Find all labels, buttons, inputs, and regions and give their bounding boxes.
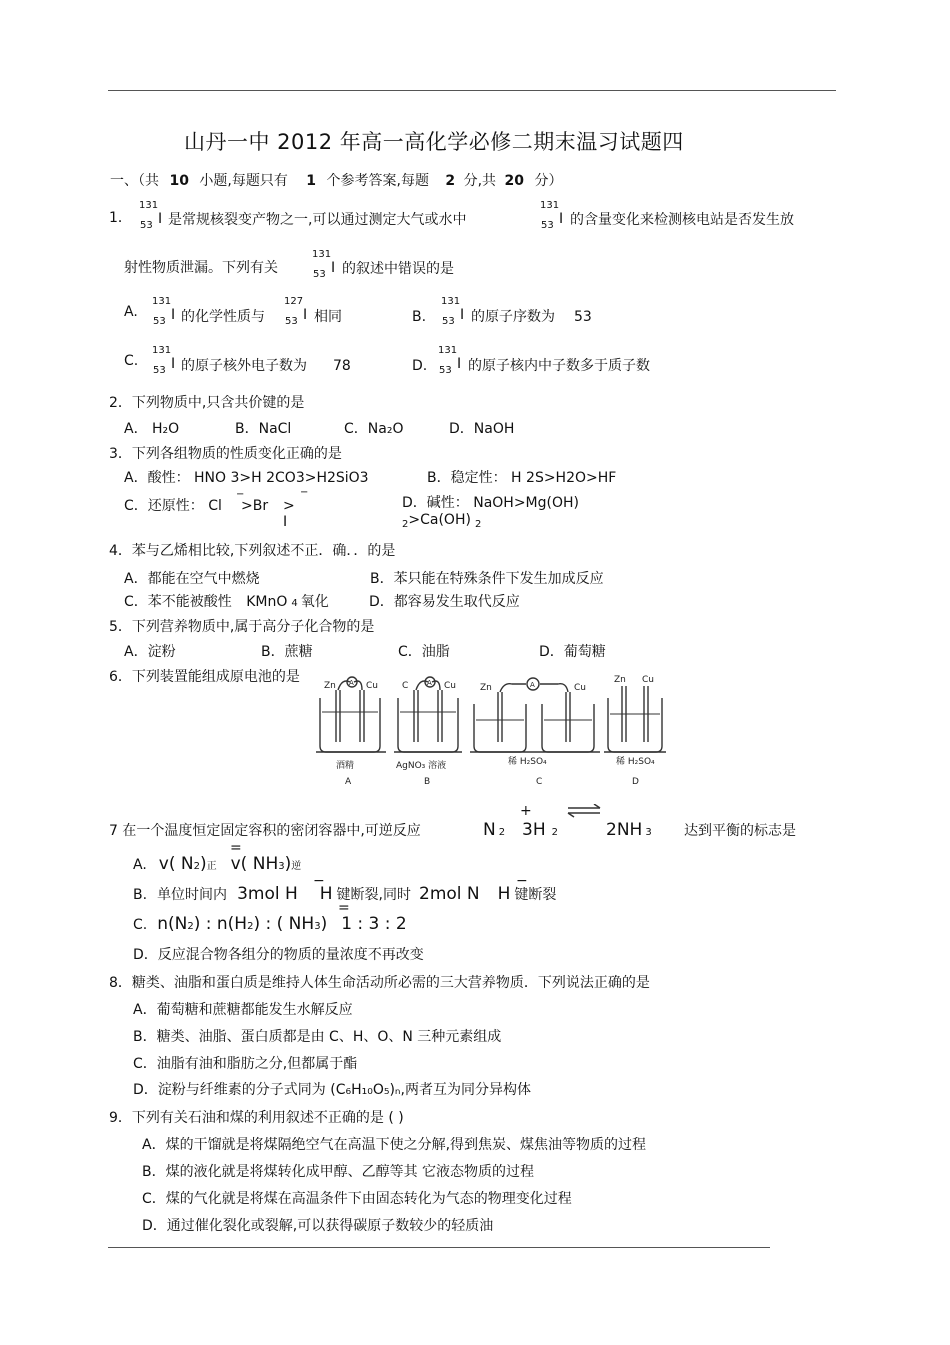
q8-option-a: A．葡萄糖和蔗糖都能发生水解反应 [133, 1002, 353, 1018]
q1-text-1: 是常规核裂变产物之一,可以通过测定大气或水中 [168, 212, 467, 228]
fig-c-electrode-2: Cu [574, 683, 586, 693]
fig-a-electrode-1: Zn [324, 681, 336, 691]
fig-c-solution: 稀 H₂SO₄ [508, 757, 547, 767]
q2-option-c: C．Na₂O [344, 421, 404, 437]
q4-option-c: C．苯不能被酸性 KMnO 4 氧化 [124, 594, 329, 610]
q9-stem: 9．下列有关石油和煤的利用叙述不正确的是 ( ) [109, 1110, 404, 1126]
q6-stem: 6．下列装置能组成原电池的是 [109, 669, 300, 685]
q3-option-c-minus: − [236, 489, 245, 500]
q1-text-3: 射性物质泄漏。下列有关 [124, 260, 278, 276]
page-title: 山丹一中 2012 年高一高化学必修二期末温习试题四 [184, 130, 684, 154]
q8-stem: 8．糖类、油脂和蛋白质是维持人体生命活动所必需的三大营养物质．下列说法正确的是 [109, 975, 650, 991]
q7-product-nh3: 2NH 3 [606, 820, 652, 840]
fig-a-electrode-2: Cu [366, 681, 378, 691]
q1-option-a-label: A. [124, 304, 138, 320]
fig-b-label: B [424, 777, 431, 787]
q2-stem: 2．下列物质中,只含共价键的是 [109, 395, 305, 411]
section-header: 一、（共 10 小题,每题只有 1 个参考答案,每题 2 分,共 20 分） [110, 173, 563, 189]
galvanic-cell-figure [312, 668, 668, 792]
q7-option-d: D．反应混合物各组分的物质的量浓度不再改变 [133, 947, 424, 963]
q5-option-a: A．淀粉 [124, 644, 176, 660]
fig-b-electrode-1: C [402, 681, 409, 691]
q7-option-a: A. v( N2)正 v( NH3)逆 [133, 854, 302, 874]
fig-a-solution: 酒精 [336, 761, 355, 771]
q1-option-b-label: B. [412, 309, 427, 325]
q7-option-c-equals: = [338, 900, 350, 916]
q7-option-b: B. 单位时间内 3mol H H 键断裂,同时 2mol N H 键断裂 [133, 884, 557, 904]
q9-option-d: D．通过催化裂化或裂解,可以获得碳原子数较少的轻质油 [142, 1218, 494, 1234]
q7-option-a-equals: = [230, 840, 242, 856]
q3-option-c-gt2: > [283, 498, 295, 514]
fig-c-electrode-1: Zn [480, 683, 492, 693]
q5-option-b: B．蔗糖 [261, 644, 313, 660]
q1-option-c-label: C. [124, 353, 139, 369]
q4-option-d: D．都容易发生取代反应 [369, 594, 520, 610]
q3-option-d-line1: D．碱性： NaOH>Mg(OH) [402, 495, 579, 511]
q8-option-d: D．淀粉与纤维素的分子式同为 (C₆H₁₀O₅)ₙ,两者互为同分异构体 [133, 1082, 531, 1098]
q1-option-a-text-1: 的化学性质与 [181, 309, 265, 325]
q1-option-c-value: 78 [333, 358, 351, 374]
q7-stem: 7 在一个温度恒定固定容积的密闭容器中,可逆反应 [109, 823, 421, 839]
q5-option-d: D．葡萄糖 [539, 644, 606, 660]
fig-d-electrode-2: Cu [642, 675, 654, 685]
q1-number: 1． [109, 210, 132, 226]
q7-option-b-bond-1: − [313, 873, 325, 889]
q2-option-b: B．NaCl [235, 421, 292, 437]
fig-a-label: A [345, 777, 352, 787]
q1-text-2: 的含量变化来检测核电站是否发生放 [570, 212, 794, 228]
fig-meter-label: A [349, 679, 354, 687]
q8-option-b: B．糖类、油脂、蛋白质都是由 C、H、O、N 三种元素组成 [133, 1029, 502, 1045]
q9-option-a: A．煤的干馏就是将煤隔绝空气在高温下使之分解,得到焦炭、煤焦油等物质的过程 [142, 1137, 647, 1153]
q7-reactant-n2: N 2 [483, 820, 506, 840]
q7-stem-tail: 达到平衡的标志是 [684, 823, 796, 839]
fig-d-electrode-1: Zn [614, 675, 626, 685]
q4-option-b: B．苯只能在特殊条件下发生加成反应 [370, 571, 604, 587]
q3-option-d-line2: $_2$>Ca(OH) $_2$ [402, 512, 482, 530]
bottom-rule [108, 1247, 770, 1248]
q7-option-b-bond-2: − [516, 873, 528, 889]
fig-d-solution: 稀 H₂SO₄ [616, 757, 655, 767]
q9-option-c: C．煤的气化就是将煤在高温条件下由固态转化为气态的物理变化过程 [142, 1191, 572, 1207]
q4-option-a: A．都能在空气中燃烧 [124, 571, 260, 587]
q1-option-a-text-2: 相同 [314, 309, 342, 325]
q3-option-c: C．还原性： Cl [124, 498, 222, 514]
q2-option-a: A． H₂O [124, 421, 180, 437]
q7-reactant-h2: 3H 2 [522, 820, 558, 840]
top-rule [108, 90, 836, 91]
q3-option-a: A．酸性： HNO 3>H 2CO3>H2SiO3 [124, 470, 369, 486]
q1-option-d-label: D. [412, 358, 428, 374]
q8-option-c: C．油脂有油和脂肪之分,但都属于酯 [133, 1056, 358, 1072]
q1-text-4: 的叙述中错误的是 [342, 261, 454, 277]
fig-d-label: D [632, 777, 639, 787]
q9-option-b: B．煤的液化就是将煤转化成甲醇、乙醇等其 它液态物质的过程 [142, 1164, 535, 1180]
q1-option-c-text: 的原子核外电子数为 [181, 358, 307, 374]
fig-c-label: C [536, 777, 543, 787]
q3-option-c-iodide: I [283, 514, 288, 530]
q1-option-b-text: 的原子序数为 [471, 309, 555, 325]
q3-stem: 3．下列各组物质的性质变化正确的是 [109, 446, 342, 462]
q4-stem: 4．苯与乙烯相比较,下列叙述不正．确．．的是 [109, 543, 396, 559]
fig-b-solution: AgNO₃ 溶液 [396, 761, 447, 771]
q1-option-d-text: 的原子核内中子数多于质子数 [468, 358, 650, 374]
q1-option-b-value: 53 [574, 309, 592, 325]
q3-option-b: B．稳定性： H 2S>H2O>HF [427, 470, 617, 486]
fig-meter-label: A [530, 681, 535, 689]
equilibrium-arrow-icon [566, 804, 602, 818]
q3-option-c-gt1: >Br [241, 498, 269, 514]
q2-option-d: D．NaOH [449, 421, 515, 437]
q5-stem: 5．下列营养物质中,属于高分子化合物的是 [109, 619, 375, 635]
q5-option-c: C．油脂 [398, 644, 450, 660]
fig-b-electrode-2: Cu [444, 681, 456, 691]
q3-option-c-minus: − [300, 487, 309, 498]
q7-option-c: C. n(N2) : n(H2) : ( NH3) 1 : 3 : 2 [133, 914, 407, 934]
q7-plus-sign: + [520, 803, 532, 819]
fig-meter-label: A [427, 679, 432, 687]
